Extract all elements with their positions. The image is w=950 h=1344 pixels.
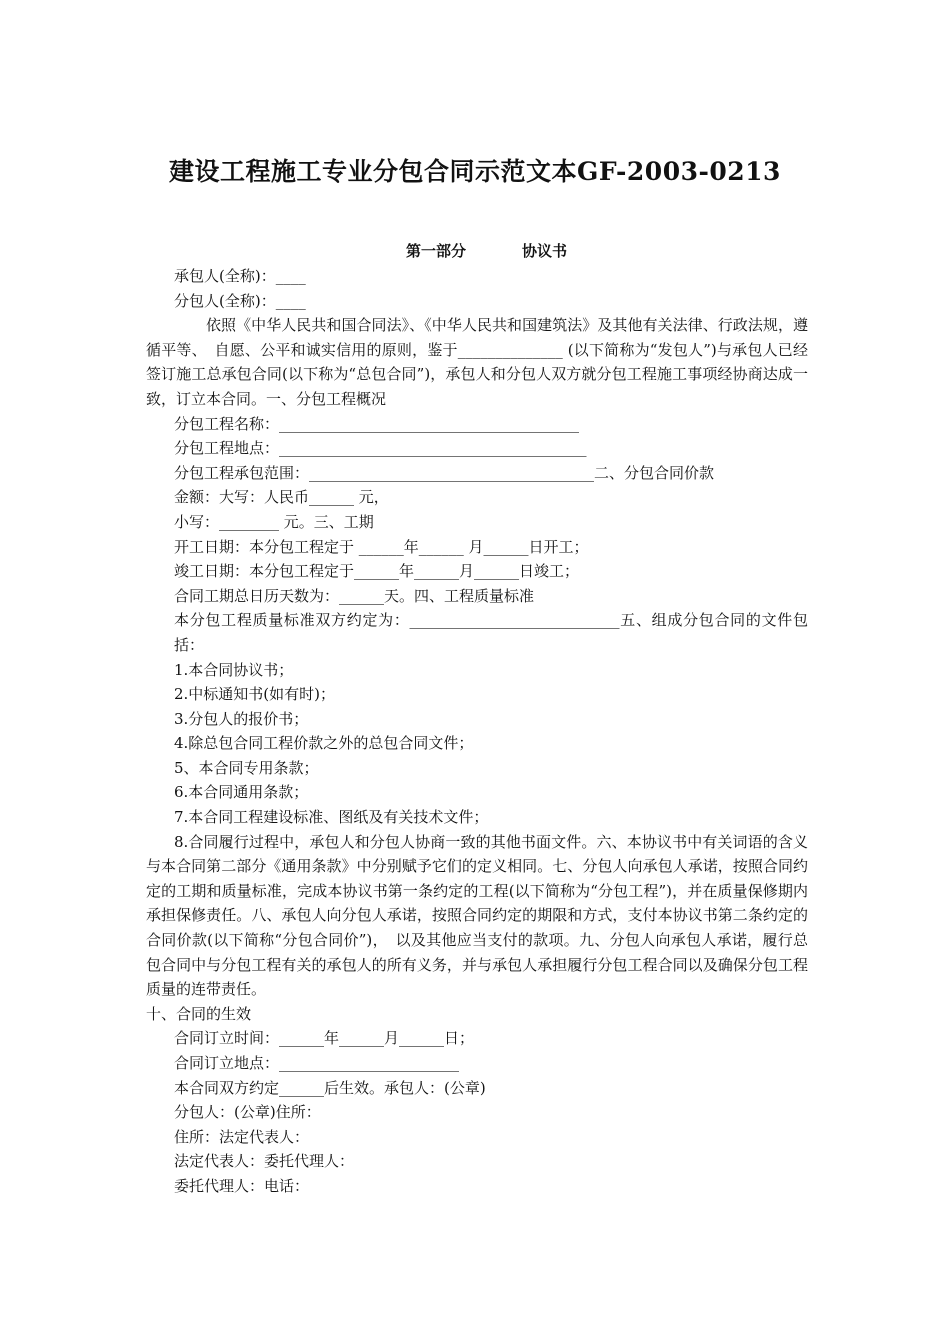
- document-item-8-paragraph: 8.合同履行过程中，承包人和分包人协商一致的其他书面文件。六、本协议书中有关词语的含义与本合同第二部分《通用条款》中分别赋予它们的定义相同。七、分包人向承包人承诺，按照合同约定的工期和质量标准，完成本协议书第一条约定的工程(以下简称为“分包工程”)，并在质量保修期内承担保修责任。八、承包人向分包人承诺，按照合同约定的期限和方式，支付本协议书第二条约定的合同价款(以下简称“分包合同价”)， 以及其他应当支付的款项。九、分包人向承包人承诺，履行总包合同中与分包工程有关的承包人的所有义务，并与承包人承担履行分包工程合同以及确保分包工程质量的连带责任。: [146, 832, 808, 999]
- document-item-2: 2.中标通知书(如有时)；: [174, 685, 336, 704]
- effectiveness-heading: 十、合同的生效: [146, 1004, 252, 1023]
- preamble-paragraph: 依照《中华人民共和国合同法》、《中华人民共和国建筑法》及其他有关法律、行政法规，遵循平等、 自愿、公平和诚实信用的原则，鉴于______________ (以下简称为“发包人”)与承包人已经签订施工总承包合同(以下称为“总包合同”)，承包人和分包人双方就分包工程施工事项经协商达成一致，订立本合同。一、分包工程概况: [146, 316, 808, 408]
- amount-words-line: 金额：大写：人民币______ 元，: [174, 488, 389, 507]
- section-heading: [0, 240, 950, 262]
- completion-date-line: 竣工日期：本分包工程定于______年______月______日竣工；: [174, 562, 580, 581]
- signature-line-4: 委托代理人：电话：: [174, 1176, 310, 1195]
- contractor-line: 承包人(全称)：____: [174, 267, 306, 285]
- document-item-6: 6.本合同通用条款；: [174, 783, 309, 802]
- start-date-line: 开工日期：本分包工程定于 ______年______ 月______日开工；: [174, 537, 589, 556]
- document-item-1: 1.本合同协议书；: [174, 660, 294, 679]
- part-label: 第一部分: [406, 242, 467, 260]
- signing-date-line: 合同订立时间：______年______月______日；: [174, 1029, 475, 1048]
- duration-line: 合同工期总日历天数为：______天。四、工程质量标准: [174, 586, 535, 605]
- part-name: 协议书: [522, 242, 568, 260]
- project-scope-line: 分包工程承包范围：______________________________________二、分包合同价款: [174, 463, 715, 482]
- effective-condition-line: 本合同双方约定______后生效。承包人：(公章): [174, 1078, 486, 1097]
- document-item-5: 5、本合同专用条款；: [174, 758, 319, 777]
- signing-place-line: 合同订立地点：________________________: [174, 1054, 460, 1072]
- document-item-3: 3.分包人的报价书；: [174, 709, 309, 728]
- document-item-7: 7.本合同工程建设标准、图纸及有关技术文件；: [174, 808, 489, 827]
- document-item-4: 4.除总包合同工程价款之外的总包合同文件；: [174, 734, 474, 753]
- quality-standard-line: 本分包工程质量标准双方约定为：____________________________五、组成分包合同的文件包括：: [174, 611, 808, 654]
- project-location-line: 分包工程地点：_________________________________________: [174, 439, 587, 458]
- project-name-line: 分包工程名称：________________________________________: [174, 414, 580, 433]
- document-title: 建设工程施工专业分包合同示范文本GF-2003-0213: [169, 157, 781, 186]
- amount-figures-line: 小写：________ 元。三、工期: [174, 512, 374, 531]
- signature-line-3: 法定代表人：委托代理人：: [174, 1152, 355, 1171]
- subcontractor-line: 分包人(全称)：____: [174, 291, 306, 310]
- document-body: [146, 264, 808, 1199]
- signature-line-1: 分包人：(公章)住所：: [174, 1103, 321, 1122]
- signature-line-2: 住所：法定代表人：: [174, 1127, 310, 1146]
